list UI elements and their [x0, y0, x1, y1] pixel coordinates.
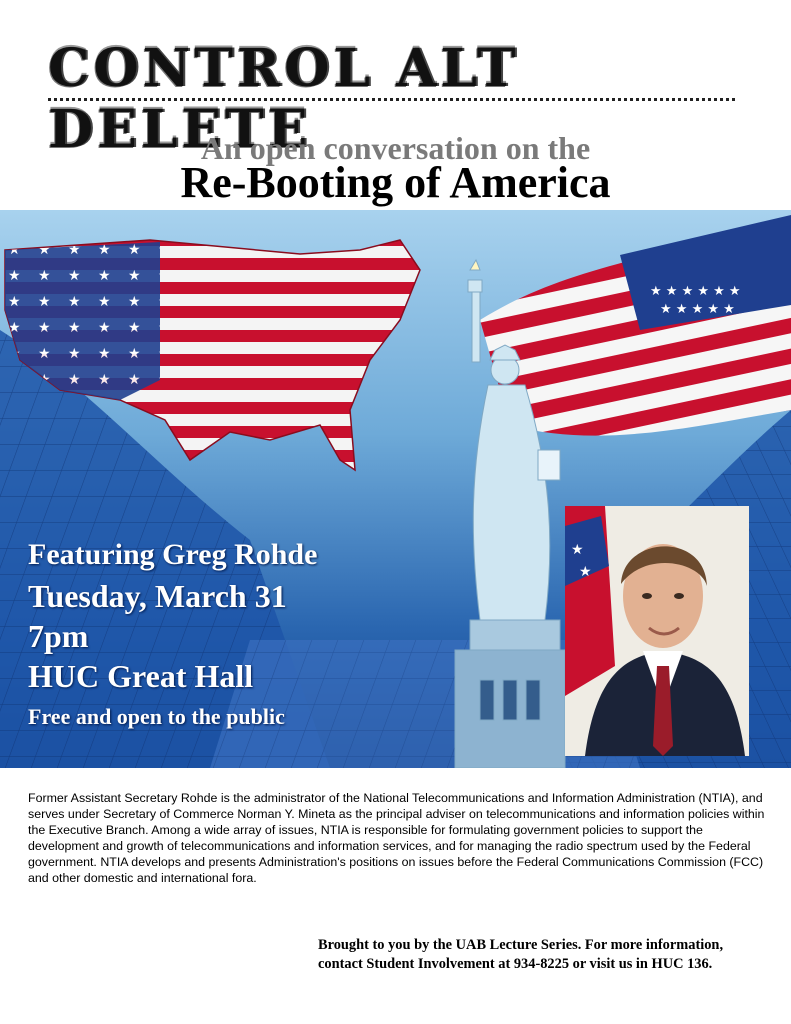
svg-text:★: ★: [571, 542, 584, 558]
speaker-photo: [565, 506, 749, 756]
svg-text:★ ★ ★ ★ ★ ★: ★ ★ ★ ★ ★ ★: [650, 284, 741, 299]
event-admission: Free and open to the public: [28, 704, 285, 729]
poster-subtitle: An open conversation on the: [200, 130, 591, 166]
poster-title: CONTROL ALT DELETE: [48, 66, 738, 132]
footer-line-2: contact Student Involvement at 934-8225 or visit us in HUC 136.: [318, 956, 713, 972]
footer-credits: [318, 936, 768, 974]
event-time: 7pm: [28, 618, 89, 654]
svg-text:★ ★ ★ ★ ★: ★ ★ ★ ★ ★: [660, 302, 735, 317]
event-date: Tuesday, March 31: [28, 578, 287, 614]
poster-headline: Re-Booting of America: [180, 158, 611, 207]
speaker-bio: Former Assistant Secretary Rohde is the administrator of the National Telecommunications and Information Administration (NTIA), and serves under Secretary of Commerce Norman Y. Mineta as the principal adviser on telecommunications and information policies within the Executive Branch. Among a wide array of issues, NTIA is responsible for formulating government policies to support the development and growth of telecommunications and information services, and for managing the radio spectrum used by the Federal government. NTIA develops and presents Administration's positions on issues before the Federal Communications Commission (FCC) and other domestic and international fora.: [28, 791, 765, 885]
footer-line-1: Brought to you by the UAB Lecture Series. For more information,: [318, 937, 724, 953]
event-location: HUC Great Hall: [28, 658, 254, 694]
hero-image: [0, 210, 791, 768]
svg-text:★: ★: [579, 564, 592, 580]
event-featuring: Featuring Greg Rohde: [28, 538, 318, 571]
